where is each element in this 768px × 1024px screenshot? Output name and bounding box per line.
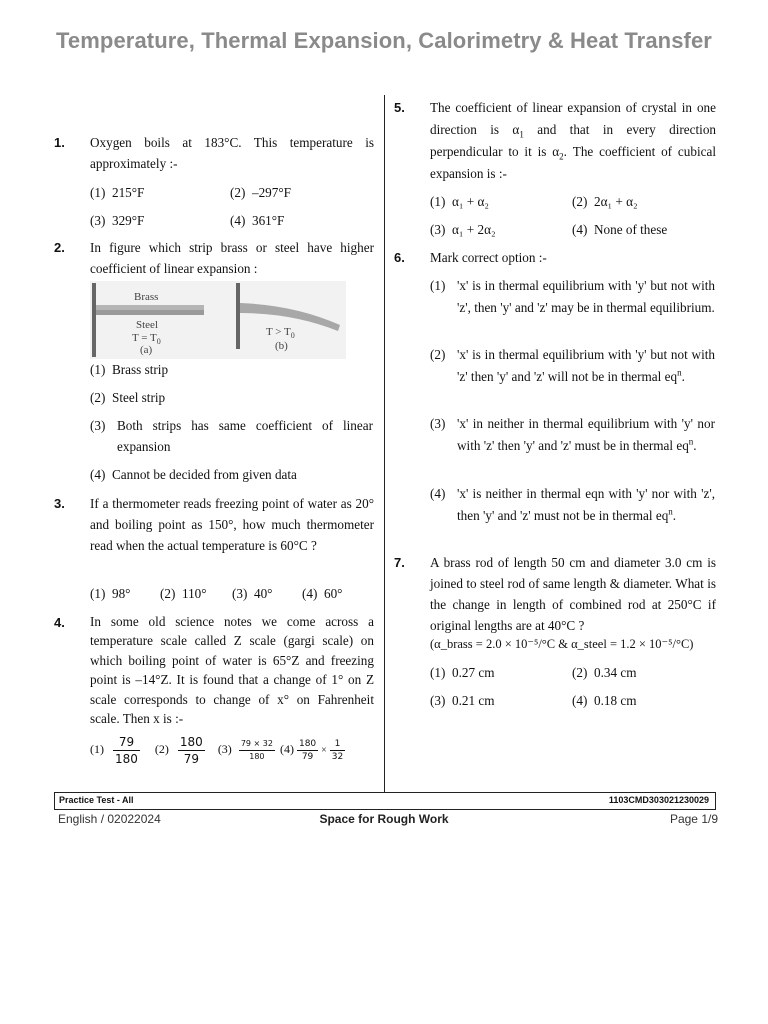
option-text: Both strips has same coefficient of linear expansion: [117, 418, 373, 454]
option-2: [572, 191, 638, 212]
option-1: [430, 662, 494, 683]
option-4: [302, 583, 342, 604]
wall-a: [92, 283, 96, 357]
option-2: [154, 735, 208, 766]
option-label: (2): [572, 194, 588, 209]
question-text: If a thermometer reads freezing point of water as 20° and boiling point as 150°, how much thermometer read when the actual temperature is 60°C ?: [90, 496, 374, 553]
fraction: $\frac{180}{79}$: [298, 739, 317, 762]
condition-b: $T > T_0$: [266, 326, 295, 340]
question-number: 6.: [394, 250, 405, 265]
expansion-strip-figure: [90, 281, 346, 359]
option-label: (2): [230, 185, 246, 200]
option-text: 40°: [253, 586, 273, 601]
option-label: (2): [154, 742, 169, 757]
option-text: None of these: [593, 222, 668, 237]
option-label: (3): [217, 742, 232, 757]
column-divider: [384, 95, 385, 792]
option-1: [430, 191, 489, 212]
option-label: (1): [90, 742, 104, 757]
fraction: $\frac{180}{79}$: [179, 735, 203, 766]
option-4: [572, 690, 636, 711]
option-4: [279, 739, 345, 762]
option-label: (4): [90, 467, 106, 482]
option-text: 0.18 cm: [593, 693, 637, 708]
question-text: Mark correct option :-: [430, 250, 547, 265]
option-3: [430, 219, 496, 240]
option-3: [90, 210, 144, 231]
question-text: The coefficient of linear expansion of crystal in one direction is $\alpha_1$ and that in every direction perpendicular to it is $\alpha_2$. The coefficient of cubical expansion is :-: [430, 100, 717, 181]
option-text: 361°F: [251, 213, 285, 228]
option-3: [430, 690, 494, 711]
option-2: [230, 182, 291, 203]
option-text: 'x' is in thermal equilibrium with 'y' but not with 'z' then 'y' and 'z' will not be in thermal $eq^n$.: [457, 347, 715, 384]
option-3: [232, 583, 272, 604]
test-name: Practice Test - All: [59, 795, 134, 805]
option-text: 329°F: [111, 213, 145, 228]
option-text: 'x' is in thermal equilibrium with 'y' but not with 'z', then 'y' and 'z' may be in thermal equilibrium.: [457, 278, 715, 315]
option-label: (2): [572, 665, 588, 680]
option-label: (3): [90, 213, 106, 228]
option-label: (3): [430, 693, 446, 708]
option-label: (1): [430, 194, 446, 209]
brass-label: Brass: [134, 291, 159, 303]
fraction: $\frac{1}{32}$: [331, 739, 344, 762]
option-text: 'x' is neither in thermal eqn with 'y' nor with 'z', then 'y' and 'z' must not be in thermal $eq^n$.: [457, 486, 715, 523]
option-label: (4): [430, 486, 446, 501]
option-label: (1): [430, 278, 446, 293]
option-label: (3): [430, 222, 446, 237]
option-label: (4): [230, 213, 246, 228]
option-label: (4): [572, 222, 588, 237]
paper-code: 1103CMD303021230029: [608, 795, 709, 805]
option-2: [572, 662, 636, 683]
language-date: English / 02022024: [58, 812, 161, 826]
option-text: 'x' in neither in thermal equilibrium with 'y' nor with 'z' then 'y' and 'z' must be in thermal $eq^n$.: [457, 416, 715, 453]
option-label: (2): [160, 586, 176, 601]
question-number: 1.: [54, 135, 65, 150]
option-1: [90, 583, 130, 604]
question-text: A brass rod of length 50 cm and diameter 3.0 cm is joined to steel rod of same length & diameter. What is the change in length of combined rod at 250°C if original lengths are at 40°C ?: [430, 555, 716, 633]
multiply-sign: ×: [321, 745, 327, 757]
fraction: $\frac{79 \times 32}{180}$: [240, 739, 273, 761]
option-2: [90, 387, 165, 408]
option-label: (2): [90, 390, 106, 405]
option-text: –297°F: [251, 185, 291, 200]
wall-b: [236, 283, 240, 349]
question-text: In figure which strip brass or steel have higher coefficient of linear expansion :: [90, 240, 374, 276]
rough-work-label: Space for Rough Work: [319, 812, 449, 826]
option-label: (3): [430, 416, 446, 431]
option-4: [230, 210, 284, 231]
option-text: 110°: [181, 586, 207, 601]
option-label: (4): [279, 742, 294, 757]
option-label: (1): [430, 665, 446, 680]
option-text: 60°: [323, 586, 343, 601]
question-number: 4.: [54, 615, 65, 630]
footer-box: [54, 792, 716, 810]
option-text: 0.21 cm: [451, 693, 495, 708]
question-number: 3.: [54, 496, 65, 511]
option-text: 98°: [111, 586, 131, 601]
page-title: Temperature, Thermal Expansion, Calorimetry & Heat Transfer: [56, 28, 712, 53]
option-text: α₁ + 2α₂: [451, 222, 496, 237]
question-number: 7.: [394, 555, 405, 570]
question-number: 5.: [394, 100, 405, 115]
steel-label: Steel: [136, 319, 158, 331]
option-text: Steel strip: [111, 390, 166, 405]
steel-strip-a: [96, 310, 204, 315]
option-label: (4): [572, 693, 588, 708]
option-label: (2): [430, 347, 446, 362]
question-text: In some old science notes we come across a temperature scale called Z scale (gargi scale) on which boiling point of water is 65°Z and freezing point is –14°Z. It is found that a change of 1° on Z scale corresponds to change of x° on Fahrenheit scale. Then x is :-: [90, 614, 374, 727]
label-b: (b): [275, 340, 288, 352]
option-text: α₁ + α₂: [451, 194, 490, 209]
option-1: [90, 735, 143, 766]
option-label: (1): [90, 362, 106, 377]
option-text: 2α₁ + α₂: [593, 194, 638, 209]
option-label: (3): [232, 586, 248, 601]
option-1: [90, 182, 144, 203]
label-a: (a): [140, 344, 153, 356]
option-text: 0.27 cm: [451, 665, 495, 680]
option-text: 215°F: [111, 185, 145, 200]
option-text: Cannot be decided from given data: [111, 467, 297, 482]
option-label: (1): [90, 185, 106, 200]
coefficient-formula: (α_brass = 2.0 × 10⁻⁵/°C & α_steel = 1.2 × 10⁻⁵/°C): [430, 637, 694, 651]
option-text: Brass strip: [111, 362, 169, 377]
option-label: (4): [302, 586, 318, 601]
condition-a: $T = T_0$: [132, 332, 161, 346]
fraction: $\frac{79}{180}$: [115, 735, 138, 766]
question-text: Oxygen boils at 183°C. This temperature is approximately :-: [90, 135, 374, 171]
brass-strip-a: [96, 305, 204, 310]
option-label: (3): [90, 418, 106, 433]
options-row: [90, 734, 382, 767]
option-1: [90, 359, 168, 380]
page-number: Page 1/9: [669, 812, 718, 826]
option-4: [90, 464, 297, 485]
option-label: (1): [90, 586, 106, 601]
question-number: 2.: [54, 240, 65, 255]
option-4: [572, 219, 667, 240]
option-text: 0.34 cm: [593, 665, 637, 680]
option-3: [217, 739, 278, 761]
option-2: [160, 583, 207, 604]
